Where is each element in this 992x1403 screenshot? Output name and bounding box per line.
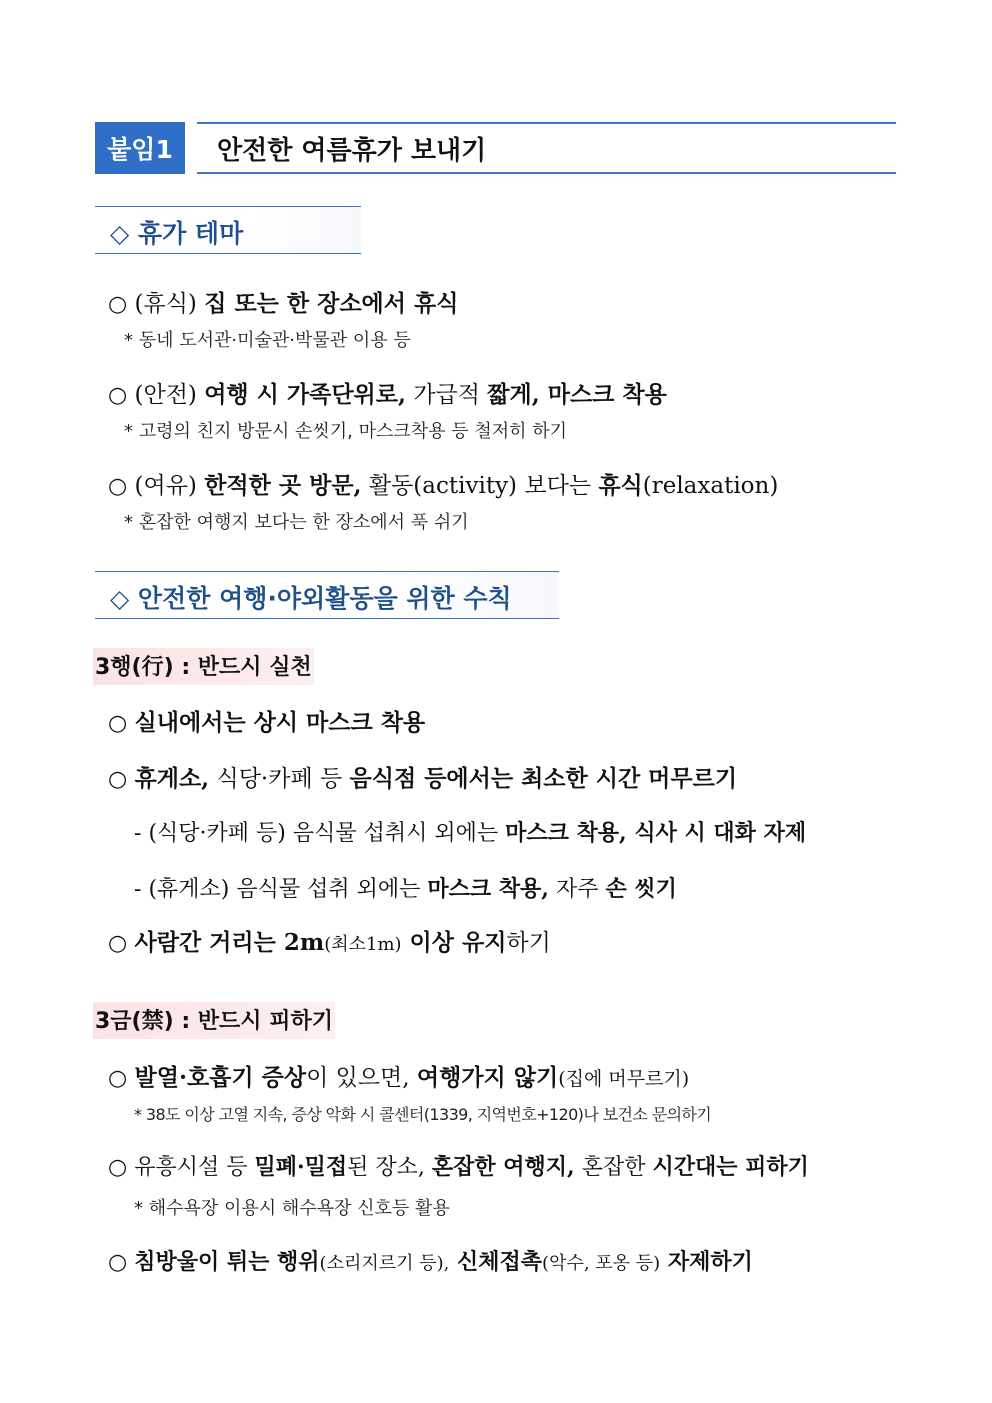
bullet-circle: ○ xyxy=(108,931,128,956)
item-bold-text: 짧게, 마스크 착용 xyxy=(487,381,667,408)
bullet-circle: ○ xyxy=(108,292,128,317)
item-text: 이 있으면, xyxy=(306,1065,417,1091)
bullet-circle: ○ xyxy=(108,1066,128,1091)
theme-item-rest-note: * 동네 도서관·미술관·박물관 이용 등 xyxy=(124,330,411,351)
item-bold-text: 여행 시 가족단위로, xyxy=(204,381,406,408)
item-bold-text: 혼잡한 여행지, xyxy=(431,1154,575,1180)
category-title-do: 3행(行) : 반드시 실천 xyxy=(93,648,314,685)
item-text: 식당·카페 등 xyxy=(209,766,350,792)
item-bold-text: 신체접촉 xyxy=(449,1249,543,1275)
item-bold-text: 휴식 xyxy=(598,472,643,499)
section-heading-rules-text: ◇ 안전한 여행·야외활동을 위한 수칙 xyxy=(110,584,512,613)
theme-item-safety xyxy=(108,376,667,409)
bullet-circle: ○ xyxy=(108,1155,128,1180)
theme-item-safety-note: * 고령의 친지 방문시 손씻기, 마스크착용 등 철저히 하기 xyxy=(124,421,568,442)
item-text: 활동(activity) 보다는 xyxy=(361,473,599,499)
bullet-circle: ○ xyxy=(108,767,128,792)
item-bold-text: 침방울이 튀는 행위 xyxy=(134,1249,320,1275)
bullet-circle: ○ xyxy=(108,711,128,736)
item-bold-text: 이상 유지 xyxy=(401,929,507,956)
item-bold-text: 사람간 거리는 2m xyxy=(134,929,325,956)
theme-item-leisure xyxy=(108,467,778,500)
item-text: 된 장소, xyxy=(347,1155,432,1180)
item-small-text: (소리지르기 등), xyxy=(319,1253,450,1274)
item-small-text: (악수, 포옹 등) xyxy=(542,1253,661,1274)
dash-marker: - xyxy=(134,877,142,902)
item-text: 유흥시설 등 xyxy=(134,1155,255,1180)
bullet-circle: ○ xyxy=(108,1250,128,1275)
item-text: (식당·카페 등) 음식물 섭취시 외에는 xyxy=(148,821,506,846)
item-bold-text: 한적한 곳 방문, xyxy=(204,472,362,499)
theme-item-rest xyxy=(108,285,458,318)
item-bold-text: 휴게소, xyxy=(134,765,210,792)
item-prefix: (여유) xyxy=(134,473,205,499)
item-bold-text: 음식점 등에서는 최소한 시간 머무르기 xyxy=(349,765,738,792)
do-item-mask-indoors xyxy=(108,704,425,737)
item-bold-text: 손 씻기 xyxy=(605,876,677,902)
item-text: 자주 xyxy=(548,877,606,902)
item-small-text: (집에 머무르기) xyxy=(558,1068,690,1090)
item-bold-text: 마스크 착용, xyxy=(427,876,549,902)
dont-item-crowded xyxy=(108,1150,809,1181)
item-text: 혼잡한 xyxy=(574,1155,653,1180)
dont-item-crowded-note: * 해수욕장 이용시 해수욕장 신호등 활용 xyxy=(134,1198,450,1219)
item-text: (relaxation) xyxy=(642,473,779,499)
item-prefix: (휴식) xyxy=(134,291,205,317)
item-bold-text: 마스크 착용, 식사 시 대화 자제 xyxy=(505,820,807,846)
do-item-short-stay xyxy=(108,760,737,793)
section-heading-theme-text: ◇ 휴가 테마 xyxy=(110,219,244,248)
dash-marker: - xyxy=(134,821,142,846)
item-text: 가급적 xyxy=(406,382,488,408)
theme-item-leisure-note: * 혼잡한 여행지 보다는 한 장소에서 푹 쉬기 xyxy=(124,512,469,533)
item-bold-text: 발열·호흡기 증상 xyxy=(134,1064,307,1091)
item-bold-text: 집 또는 한 장소에서 휴식 xyxy=(204,290,459,317)
item-bold-text: 시간대는 피하기 xyxy=(652,1154,809,1180)
category-title-dont: 3금(禁) : 반드시 피하기 xyxy=(93,1002,335,1039)
item-text: 하기 xyxy=(506,930,551,956)
dont-item-symptoms xyxy=(108,1059,689,1092)
item-prefix: (안전) xyxy=(134,382,205,408)
bullet-circle: ○ xyxy=(108,383,128,408)
item-bold-text: 여행가지 않기 xyxy=(416,1064,559,1091)
dont-item-droplets xyxy=(108,1245,753,1276)
bullet-circle: ○ xyxy=(108,474,128,499)
appendix-badge: 붙임1 xyxy=(95,122,185,174)
item-small-text: (최소1m) xyxy=(324,934,402,955)
item-text: (휴게소) 음식물 섭취 외에는 xyxy=(148,877,428,902)
item-bold-text: 밀폐·밀접 xyxy=(254,1154,348,1180)
do-item-distance xyxy=(108,924,551,957)
item-bold-text: 자제하기 xyxy=(660,1249,753,1275)
do-subitem-rest-area xyxy=(134,872,677,903)
do-subitem-restaurant xyxy=(134,816,806,847)
dont-item-symptoms-note: * 38도 이상 고열 지속, 증상 악화 시 콜센터(1339, 지역번호+120)나 보건소 문의하기 xyxy=(134,1105,712,1124)
item-bold-text: 실내에서는 상시 마스크 착용 xyxy=(134,709,426,736)
page-title: 안전한 여름휴가 보내기 xyxy=(217,136,487,166)
